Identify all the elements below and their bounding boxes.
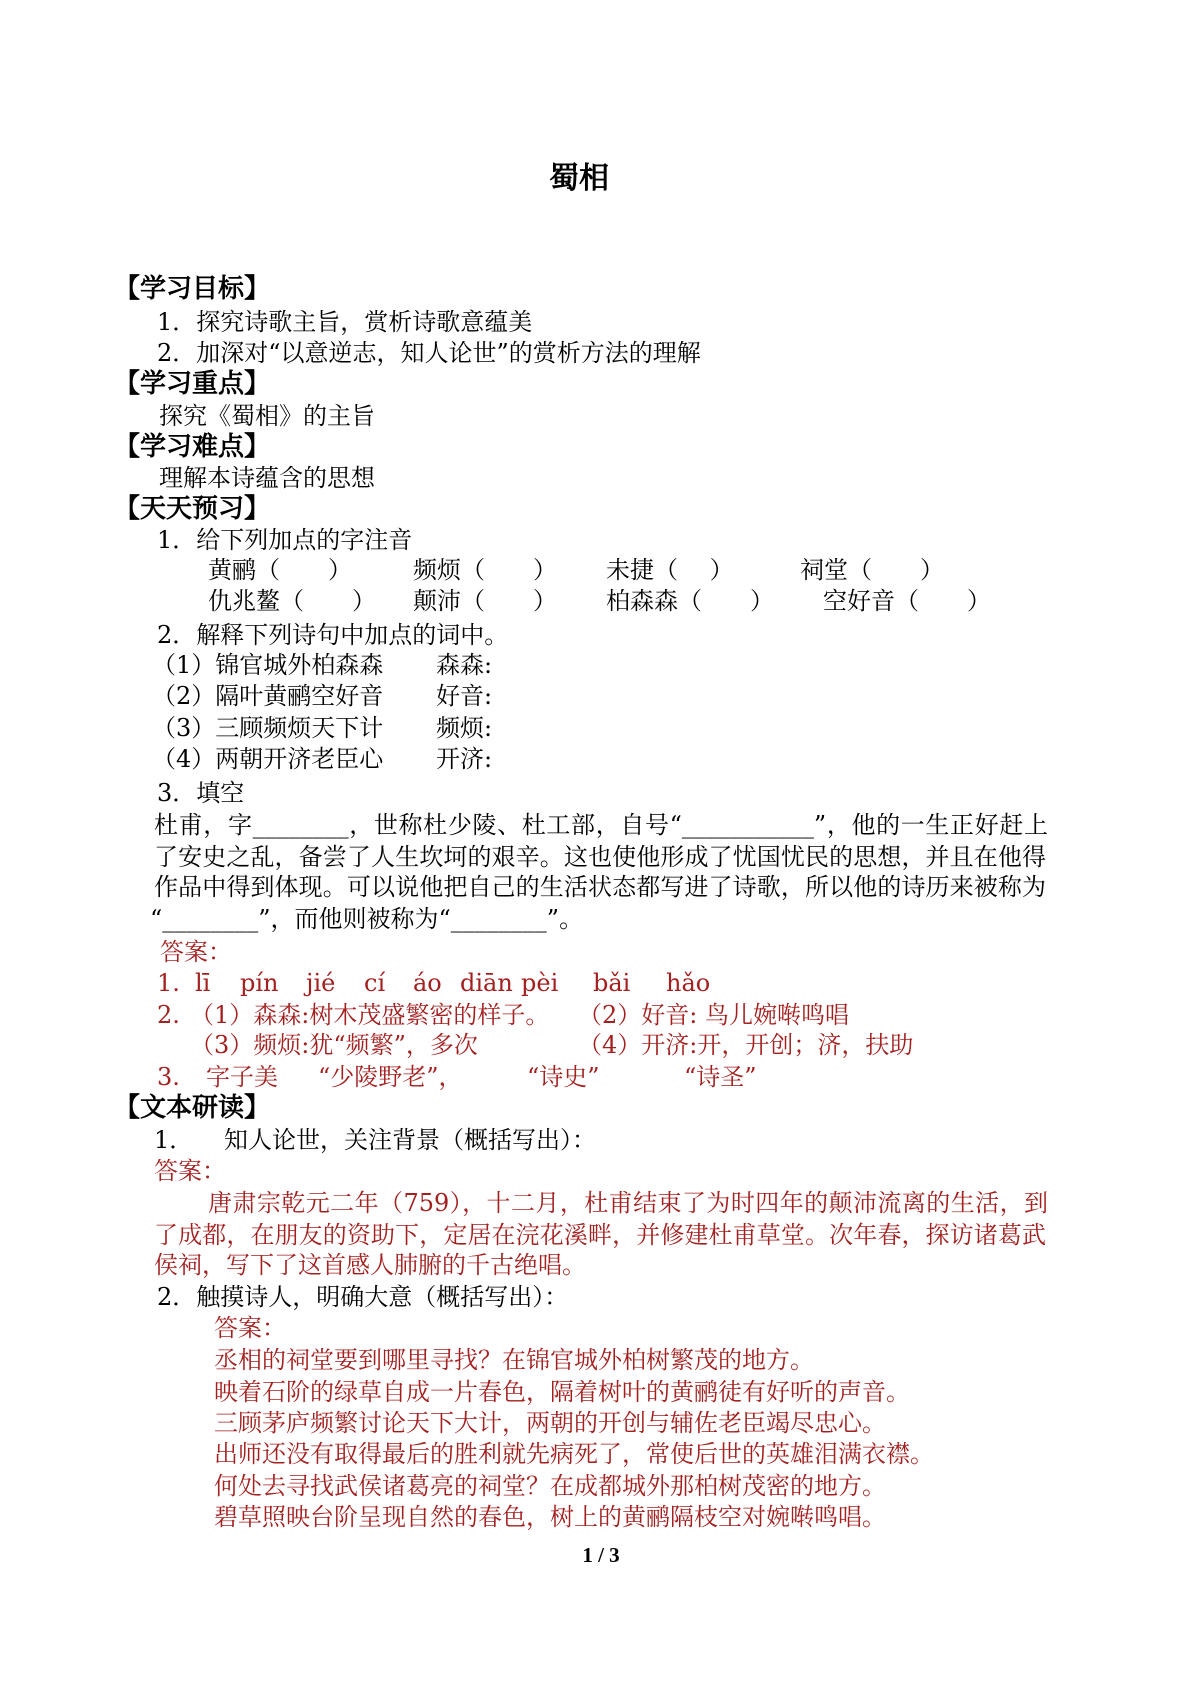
fill-blank-text-line: 了安史之乱，备尝了人生坎坷的艰辛。这也使他形成了忧国忧民的思想，并且在他得 xyxy=(154,843,1046,871)
objective-item: 2．加深对“以意逆志，知人论世”的赏析方法的理解 xyxy=(157,339,701,367)
answer-number: 2. xyxy=(157,1001,180,1029)
background-answer-line: 唐肃宗乾元二年（759），十二月，杜甫结束了为时四年的颠沛流离的生活，到 xyxy=(208,1189,1048,1217)
answer-number: 1. xyxy=(157,969,180,997)
translation-line: 三顾茅庐频繁讨论天下大计，两朝的开创与辅佐老臣竭尽忠心。 xyxy=(214,1409,886,1437)
fill-blank-answer: “少陵野老”， xyxy=(318,1063,463,1091)
pinyin-answer: cí xyxy=(364,969,386,997)
difficulty-heading: 【学习难点】 xyxy=(114,432,271,462)
background-question-prompt: 知人论世，关注背景（概括写出）： xyxy=(224,1126,596,1154)
explanation-answer: （2）好音: 鸟儿婉啭鸣唱 xyxy=(578,1001,849,1029)
pinyin-answer: hǎo xyxy=(666,969,711,997)
translation-line: 碧草照映台阶呈现自然的春色，树上的黄鹂隔枝空对婉啭鸣唱。 xyxy=(214,1503,886,1531)
pinyin-answer: lī xyxy=(195,969,211,997)
difficulty-text: 理解本诗蕴含的思想 xyxy=(159,464,375,492)
fill-blank-answer: “诗史” xyxy=(527,1063,600,1091)
pinyin-answer: bǎi xyxy=(593,969,631,997)
pinyin-answer: pín xyxy=(240,969,279,997)
preview-heading: 【天天预习】 xyxy=(114,494,271,524)
translation-line: 丞相的祠堂要到哪里寻找？在锦官城外柏树繁茂的地方。 xyxy=(214,1346,814,1374)
translation-line: 何处去寻找武侯诸葛亮的祠堂？在成都城外那柏树茂密的地方。 xyxy=(214,1472,886,1500)
poem-line: （3）三顾频烦天下计 xyxy=(152,714,384,742)
key-point-heading: 【学习重点】 xyxy=(114,369,271,399)
pronunciation-blank: 柏森森（ ） xyxy=(606,587,774,615)
fill-blank-question-prompt: 3．填空 xyxy=(157,779,245,807)
term-label: 开济: xyxy=(436,745,493,773)
term-label: 频烦: xyxy=(436,714,493,742)
answer-number: 3. xyxy=(157,1063,180,1091)
pinyin-answer: áo xyxy=(413,969,442,997)
key-point-text: 探究《蜀相》的主旨 xyxy=(159,402,375,430)
page-title: 蜀相 xyxy=(549,161,609,196)
meaning-question-prompt: 2．触摸诗人，明确大意（概括写出）： xyxy=(157,1283,569,1311)
answer-label: 答案： xyxy=(160,938,232,966)
translation-line: 映着石阶的绿草自成一片春色，隔着树叶的黄鹂徒有好听的声音。 xyxy=(214,1378,910,1406)
term-label: 森森: xyxy=(436,651,493,679)
pronunciation-blank: 黄鹂（ ） xyxy=(208,556,352,584)
pinyin-answer: pèi xyxy=(521,969,559,997)
pronunciation-blank: 祠堂（ ） xyxy=(800,556,944,584)
pronunciation-blank: 空好音（ ） xyxy=(823,587,991,615)
fill-blank-text-line: 作品中得到体现。可以说他把自己的生活状态都写进了诗歌，所以他的诗历来被称为 xyxy=(154,873,1046,901)
fill-blank-text-line: “________”，而他则被称为“________”。 xyxy=(150,905,584,933)
question-number: 1． xyxy=(154,1126,194,1154)
explanation-answer: （4）开济:开，开创；济，扶助 xyxy=(578,1031,914,1059)
fill-blank-answer: 字子美 xyxy=(206,1063,278,1091)
explanation-answer: （3）频烦:犹“频繁”，多次 xyxy=(190,1031,478,1059)
explanation-answer: （1）森森:树木茂盛繁密的样子。 xyxy=(190,1001,550,1029)
answer-label: 答案： xyxy=(214,1314,286,1342)
poem-line: （4）两朝开济老臣心 xyxy=(152,745,384,773)
translation-line: 出师还没有取得最后的胜利就先病死了，常使后世的英雄泪满衣襟。 xyxy=(214,1440,934,1468)
pronunciation-blank: 颠沛（ ） xyxy=(413,587,557,615)
reading-heading: 【文本研读】 xyxy=(114,1093,271,1123)
page-number: 1 / 3 xyxy=(582,1543,620,1567)
background-answer-line: 了成都，在朋友的资助下，定居在浣花溪畔，并修建杜甫草堂。次年春，探访诸葛武 xyxy=(154,1221,1046,1249)
pronunciation-blank: 频烦（ ） xyxy=(413,556,557,584)
term-label: 好音: xyxy=(436,682,493,710)
explain-question-prompt: 2．解释下列诗句中加点的词中。 xyxy=(157,621,509,649)
pronunciation-blank: 未捷（ ） xyxy=(606,556,734,584)
background-answer-line: 侯祠，写下了这首感人肺腑的千古绝唱。 xyxy=(154,1251,586,1279)
pinyin-answer: diān xyxy=(460,969,513,997)
pinyin-answer: jié xyxy=(306,969,336,997)
fill-blank-answer: “诗圣” xyxy=(684,1063,757,1091)
objectives-heading: 【学习目标】 xyxy=(114,274,271,304)
pronunciation-question-prompt: 1．给下列加点的字注音 xyxy=(157,526,413,554)
objective-item: 1．探究诗歌主旨，赏析诗歌意蕴美 xyxy=(157,308,533,336)
answer-label: 答案： xyxy=(154,1157,226,1185)
pronunciation-blank: 仇兆鳌（ ） xyxy=(208,587,376,615)
fill-blank-text-line: 杜甫，字________，世称杜少陵、杜工部，自号“___________”，他的一生正好赶上 xyxy=(154,811,1048,839)
poem-line: （2）隔叶黄鹂空好音 xyxy=(152,682,384,710)
poem-line: （1）锦官城外柏森森 xyxy=(152,651,384,679)
